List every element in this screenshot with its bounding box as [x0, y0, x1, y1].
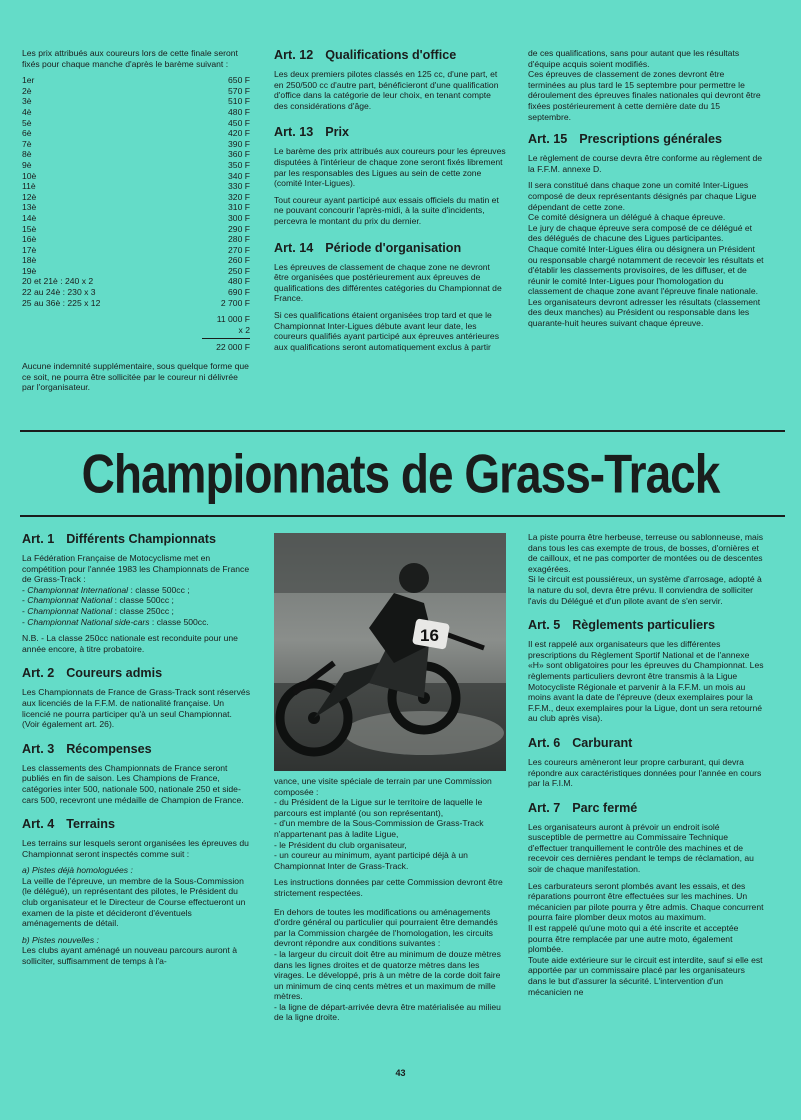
prize-row	[22, 128, 250, 139]
prize-amount: 350 F	[228, 159, 250, 170]
prize-amount: 570 F	[228, 85, 250, 96]
art2-title: Coureurs admis	[66, 666, 163, 681]
motorcycle-rider-image	[274, 533, 506, 771]
art4-text-b: Les clubs ayant aménagé un nouveau parcours auront à solliciter, suffisamment de temps à l'a-	[22, 945, 237, 967]
art6-heading	[528, 736, 764, 751]
prize-row	[22, 139, 250, 150]
art4-heading	[22, 817, 250, 832]
art4-title: Terrains	[66, 817, 115, 832]
prize-rank: 1er	[22, 75, 35, 86]
prize-row	[22, 181, 250, 192]
championship-item: - Championnat National : classe 500cc ;	[22, 595, 174, 606]
commission-column	[274, 776, 506, 1029]
championship-class: : classe 250cc ;	[112, 605, 174, 616]
prize-amount: 290 F	[228, 223, 250, 234]
prize-rank: 3è	[22, 96, 32, 107]
page-number: 43	[395, 1068, 406, 1078]
prize-rank: 14è	[22, 212, 37, 223]
prize-rank: 5è	[22, 117, 32, 128]
prize-rank: 19è	[22, 265, 37, 276]
prize-amount: 390 F	[228, 138, 250, 149]
prize-amount: 250 F	[228, 265, 250, 276]
art5-text: Il est rappelé aux organisateurs que les différentes prescriptions du Règlement Sportif National et de l'annexe «H» sont obligatoires pour les épreuves du Championnat. Les règlements particuliers devront être transmis à la Ligue Motocycliste Régionale et parvenir à la F.F.M. un mois au moins avant la date de l'épreuve (deux exemplaires pour la F.F.M., deux exemplaires pour la Ligue, dont un sera retourné au club après visa).	[528, 639, 764, 724]
circuit-condition: - la ligne de départ-arrivée devra être matérialisée au milieu de la ligne droite.	[274, 1001, 501, 1023]
prize-row	[22, 96, 250, 107]
watering-text: Si le circuit est poussiéreux, un système d'arrosage, adopté à la nature du sol, devra être prévu. Il conviendra de solliciter l'avis du Délégué et d'un pilote avant de s'en servir.	[528, 574, 762, 606]
championship-class: : classe 500cc.	[149, 616, 209, 627]
prize-rank: 2è	[22, 85, 32, 96]
prize-amount: 320 F	[228, 191, 250, 202]
prize-row	[22, 171, 250, 182]
art3-number: Art. 3	[22, 741, 55, 756]
art7-text-3: Il est rappelé qu'une moto qui a été inscrite et acceptée pourra être remplacée par une autre moto, également plombée.	[528, 923, 739, 955]
art15-text-2: Il sera constitué dans chaque zone un comité Inter-Ligues composé de deux représentants désignés par chaque Ligue dépendant de cette zone.	[528, 180, 757, 212]
art4-subheading-b: b) Pistes nouvelles :	[22, 934, 99, 945]
prize-rank: 20 et 21è : 240 x 2	[22, 276, 94, 287]
art1-title: Différents Championnats	[66, 532, 216, 546]
prize-rank: 22 au 24è : 230 x 3	[22, 287, 96, 298]
art6-number: Art. 6	[528, 735, 561, 750]
art7-number: Art. 7	[528, 800, 561, 815]
art1-text: La Fédération Française de Motocyclisme met en compétition pour l'année 1983 les Championnats de France de Grass-Track :	[22, 553, 250, 585]
prize-intro: Les prix attribués aux coureurs lors de cette finale seront fixés pour chaque manche d'après le barème suivant :	[22, 48, 238, 69]
prize-total: 22 000 F	[216, 342, 250, 353]
art14-text-2: Si ces qualifications étaient organisées trop tard et que le Championnat Inter-Ligues débute avant leur date, les coureurs qualifiés ayant participé aux épreuves antérieures aux qualifications seront automatiquement exclus à partir	[274, 309, 499, 352]
art15-title: Prescriptions générales	[579, 132, 722, 147]
championship-class: : classe 500cc ;	[128, 584, 190, 595]
prize-amount: 330 F	[228, 181, 250, 192]
prize-row	[22, 298, 250, 309]
championship-name: Championnat International	[27, 584, 129, 595]
prize-amount: 2 700 F	[220, 297, 250, 308]
circuit-condition: - la largeur du circuit doit être au minimum de douze mètres dans les lignes droites et de quatorze mètres dans les virages. Le développé, pris à un mètre de la corde doit faire un minimum de cinq cents mètres et un maximum de mille mètres.	[274, 948, 501, 1002]
prize-row	[22, 192, 250, 203]
prize-amount: 300 F	[228, 212, 250, 223]
art5-title: Règlements particuliers	[572, 618, 715, 633]
art2-text: Les Championnats de France de Grass-Track sont réservés aux licenciés de la F.F.M. de nationalité française. Un licencié ne pourra participer qu'à un seul Championnat.	[22, 687, 250, 719]
prize-row	[22, 276, 250, 287]
prize-amount: 420 F	[228, 128, 250, 139]
prize-rank: 17è	[22, 244, 37, 255]
championship-list	[22, 585, 250, 627]
championship-item: - Championnat International : classe 500cc ;	[22, 584, 190, 595]
prize-row	[22, 234, 250, 245]
section-title: Championnats de Grass-Track	[81, 443, 720, 505]
prize-rank: 10è	[22, 170, 37, 181]
prize-rank: 6è	[22, 128, 32, 139]
commission-members-list	[274, 797, 506, 871]
art4-text: Les terrains sur lesquels seront organisées les épreuves du Championnat seront inspectés comme suit :	[22, 838, 249, 859]
prize-amount: 340 F	[228, 170, 250, 181]
art7-title: Parc fermé	[572, 800, 638, 815]
prize-amount: 360 F	[228, 149, 250, 160]
prize-row	[22, 287, 250, 298]
art7-text-4: Toute aide extérieure sur le circuit est interdite, sauf si elle est apportée par un commissaire placé par les organisateurs dans le but d'assurer la sécurité. L'intervention d'un mécanicien ne	[528, 954, 763, 997]
prize-rank: 11è	[22, 181, 36, 192]
prize-row	[22, 202, 250, 213]
prize-amount: 650 F	[228, 75, 250, 86]
commission-member: - d'un membre de la Sous-Commission de Grass-Track n'appartenant pas à ladite Ligue,	[274, 818, 484, 839]
prize-row	[22, 107, 250, 118]
prize-rank: 7è	[22, 138, 32, 149]
commission-instructions: Les instructions données par cette Commission devront être strictement respectées.	[274, 877, 503, 898]
track-surface-text: La piste pourra être herbeuse, terreuse ou sablonneuse, mais dans tous les cas exempte de trous, de bosses, d'ornières et de cailloux, et ne pas comporter de montées ou de descentes exagérées.	[528, 532, 764, 574]
art15-text-5: Chaque comité Inter-Ligues élira ou désignera un Président ou responsable chargé notamment de recevoir les résultats et d'établir les classements provisoires, de les diffuser, et de réunir le comité Inter-Ligues pour l'homologation du classement de chaque zone avant l'épreuve finale nationale.	[528, 243, 764, 297]
art7-text-2: Les carburateurs seront plombés avant les essais, et des réparations pourront être effectuées sur les machines. Un mécanicien par pilote pourra y être admis. Chaque concurrent pourra faire plomber deux motos au maximum.	[528, 880, 764, 923]
championship-name: Championnat National	[27, 595, 113, 606]
art14-title: Période d'organisation	[325, 240, 462, 255]
art1-note: N.B. - La classe 250cc nationale est reconduite pour une année encore, à titre probatoire.	[22, 633, 238, 654]
commission-member: - du Président de la Ligue sur le territoire de laquelle le parcours est implanté (ou son représentant),	[274, 797, 483, 818]
articles-12-14-column	[274, 48, 506, 358]
prize-amount: 690 F	[228, 287, 250, 298]
prize-rank: 25 au 36è : 225 x 12	[22, 297, 101, 308]
art14-text-1: Les épreuves de classement de chaque zone ne devront être organisées que postérieurement aux épreuves de qualifications des différentes catégories du Championnat de France.	[274, 261, 502, 304]
totals-divider	[202, 338, 250, 339]
art13-text-1: Le barème des prix attribués aux coureurs pour les épreuves disputées à l'intérieur de chaque zone seront fixés librement par les responsables des Ligues au sein de cette zone (comité Inter-Ligues).	[274, 146, 506, 189]
article-15-column	[528, 48, 764, 335]
prize-rank: 15è	[22, 223, 37, 234]
prize-row	[22, 118, 250, 129]
prize-footer: Aucune indemnité supplémentaire, sous quelque forme que ce soit, ne pourra être sollicitée par le coureur ni délivrée par l'organisateur.	[22, 361, 249, 393]
title-rule-top	[20, 430, 785, 432]
art12-title: Qualifications d'office	[325, 48, 457, 62]
race-number: 16	[420, 626, 439, 645]
prize-rank: 13è	[22, 202, 37, 213]
art3-title: Récompenses	[66, 741, 152, 756]
art3-heading	[22, 742, 250, 757]
art14-number: Art. 14	[274, 240, 314, 255]
art4-subheading-a: a) Pistes déjà homologuées :	[22, 865, 133, 876]
prize-row	[22, 160, 250, 171]
art1-heading	[22, 532, 250, 547]
articles-5-7-column	[528, 532, 764, 1003]
prize-row	[22, 224, 250, 235]
prize-amount: 310 F	[228, 202, 250, 213]
art4-text-a: La veille de l'épreuve, un membre de la Sous-Commission (le délégué), un représentant des pilotes, le Président du club organisateur et le Directeur de Course effectueront un examen de la piste et décideront d'éventuels aménagements de détail.	[22, 875, 246, 929]
art13-title: Prix	[325, 125, 350, 140]
prize-row	[22, 149, 250, 160]
art7-heading	[528, 801, 764, 816]
art12-text: Les deux premiers pilotes classés en 125 cc, d'une part, et en 250/500 cc d'autre part, bénéficieront d'une qualification d'office dans la catégorie de leur choix, en tenant compte des considérations d'âge.	[274, 69, 499, 111]
title-rule-bottom	[20, 515, 785, 517]
grass-track-photo	[274, 533, 506, 771]
prize-subtotal: 11 000 F	[216, 314, 250, 325]
commission-member: - le Président du club organisateur,	[274, 839, 407, 850]
circuit-conditions-intro: En dehors de toutes les modifications ou aménagements d'ordre général ou particulier qui pourraient être demandés par la Commission chargée de l'homologation, les circuits devront répondre aux conditions suivantes :	[274, 906, 498, 949]
prize-amount: 260 F	[228, 255, 250, 266]
art15-text-6: Les organisateurs devront adresser les résultats (classement des deux manches) au Président ou responsable dans les quarante-huit heures suivant chaque épreuve.	[528, 296, 761, 329]
art15-heading	[528, 132, 764, 147]
championship-class: : classe 500cc ;	[112, 595, 174, 606]
prize-totals	[22, 314, 250, 353]
art7-text-1: Les organisateurs auront à prévoir un endroit isolé susceptible de permettre au Commissaire Technique d'effectuer tranquillement le contrôle des machines et de recevoir ces dernières pendant le temps de réclamation, au soir de chaque manifestation.	[528, 821, 754, 875]
prize-column	[22, 48, 250, 399]
prize-row	[22, 75, 250, 86]
championship-name: Championnat National side-cars	[27, 616, 150, 627]
art13-heading	[274, 125, 506, 140]
art14-continued-2: Ces épreuves de classement de zones devront être terminées au plus tard le 15 septembre pour permettre le déroulement des épreuves finales nationales qui devront être fixées postérieurement à cette dernière date du 15 septembre.	[528, 69, 761, 122]
prize-row	[22, 255, 250, 266]
art12-number: Art. 12	[274, 48, 314, 62]
art14-continued-1: de ces qualifications, sans pour autant que les résultats d'équipe acquis soient modifiés.	[528, 48, 740, 69]
prize-rank: 12è	[22, 191, 37, 202]
championship-item: - Championnat National : classe 250cc ;	[22, 605, 174, 616]
prize-rank: 4è	[22, 106, 32, 117]
championship-name: Championnat National	[27, 605, 113, 616]
prize-row	[22, 266, 250, 277]
prize-amount: 270 F	[228, 244, 250, 255]
art2-see-also: (Voir également art. 26).	[22, 719, 115, 730]
art15-number: Art. 15	[528, 132, 568, 147]
art15-text-1: Le règlement de course devra être conforme au règlement de la F.F.M. annexe D.	[528, 153, 763, 174]
prize-rank: 18è	[22, 255, 37, 266]
prize-row	[22, 245, 250, 256]
art1-number: Art. 1	[22, 532, 55, 546]
art15-text-3: Ce comité désignera un délégué à chaque épreuve.	[528, 212, 726, 223]
prize-amount: 480 F	[228, 276, 250, 287]
prize-row	[22, 86, 250, 97]
art15-text-4: Le jury de chaque épreuve sera composé de ce délégué et des délégués de chacune des Ligues participantes.	[528, 222, 753, 244]
prize-multiplier: x 2	[238, 324, 250, 335]
prize-amount: 510 F	[228, 96, 250, 107]
prize-amount: 480 F	[228, 106, 250, 117]
prize-rank: 16è	[22, 234, 37, 245]
art13-number: Art. 13	[274, 125, 314, 140]
art4-continued: vance, une visite spéciale de terrain par une Commission composée :	[274, 776, 492, 797]
art2-number: Art. 2	[22, 666, 55, 681]
art5-number: Art. 5	[528, 618, 561, 633]
art3-text: Les classements des Championnats de France seront publiés en fin de saison. Les Champions de France, catégories inter 500, nationale 500, nationale 250 et side-cars 500, recevront une médaille de Champion de France.	[22, 762, 244, 805]
prize-amount: 450 F	[228, 117, 250, 128]
art5-heading	[528, 618, 764, 633]
prize-table	[22, 75, 250, 308]
articles-1-4-column	[22, 532, 250, 973]
circuit-conditions-list	[274, 949, 506, 1023]
art4-number: Art. 4	[22, 817, 55, 832]
art6-text: Les coureurs amèneront leur propre carburant, qui devra répondre aux caractéristiques données pour l'année en cours par la F.I.M.	[528, 756, 762, 789]
commission-member: - un coureur au minimum, ayant participé déjà à un Championnat Inter de Grass-Track.	[274, 850, 468, 871]
championship-item: - Championnat National side-cars : classe 500cc.	[22, 616, 209, 627]
prize-rank: 8è	[22, 149, 32, 160]
prize-row	[22, 213, 250, 224]
prize-amount: 280 F	[228, 234, 250, 245]
art14-heading	[274, 241, 506, 256]
art6-title: Carburant	[572, 735, 633, 750]
art12-heading	[274, 48, 506, 63]
prize-rank: 9è	[22, 159, 32, 170]
art13-text-2: Tout coureur ayant participé aux essais officiels du matin et ne pouvant concourir l'après-midi, à la suite d'incidents, percevra le montant du prix du dernier.	[274, 194, 499, 226]
art2-heading	[22, 666, 250, 681]
